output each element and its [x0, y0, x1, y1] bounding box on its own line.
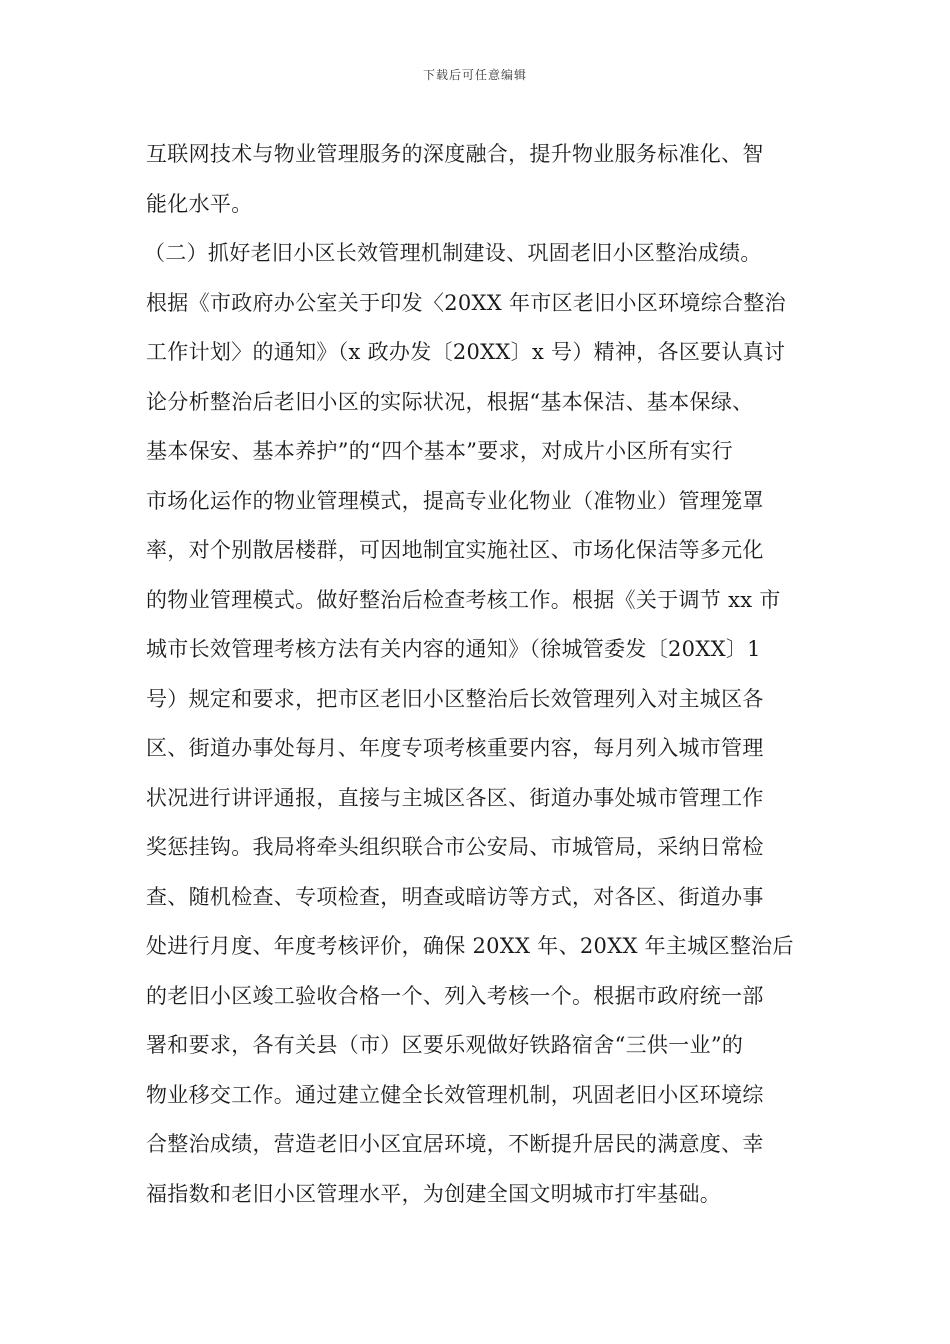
text-line: （二）抓好老旧小区长效管理机制建设、巩固老旧小区整治成绩。 [144, 241, 762, 265]
text-line: 论分析整治后老旧小区的实际状况，根据“基本保洁、基本保绿、 [146, 389, 754, 414]
text-line: 查、随机检查、专项检查，明查或暗访等方式，对各区、街道办事 [146, 884, 764, 909]
text-line: 率，对个别散居楼群，可因地制宜实施社区、市场化保洁等多元化 [146, 538, 764, 562]
text-line: 根据《市政府办公室关于印发〈20XX 年市区老旧小区环境综合整治 [146, 290, 786, 315]
text-line: 号）规定和要求，把市区老旧小区整治后长效管理列入对主城区各 [146, 686, 764, 711]
text-line: 的物业管理模式。做好整治后检查考核工作。根据《关于调节 xx 市 [146, 587, 781, 612]
text-line [146, 1219, 826, 1269]
text-line: 的老旧小区竣工验收合格一个、列入考核一个。根据市政府统一部 [146, 983, 764, 1008]
page-header: 下载后可任意编辑 [422, 68, 527, 82]
text-line: 市场化运作的物业管理模式，提高专业化物业（准物业）管理笼罩 [146, 488, 764, 513]
text-line: 区、街道办事处每月、年度专项考核重要内容，每月列入城市管理 [146, 736, 764, 760]
paragraph [146, 130, 826, 229]
text-line: 城市长效管理考核方法有关内容的通知》（徐城管委发〔20XX〕1 [146, 637, 761, 661]
text-line: 能化水平。 [146, 191, 253, 216]
text-line: 基本保安、基本养护”的“四个基本”要求，对成片小区所有实行 [146, 439, 733, 463]
text-line: 奖惩挂钩。我局将牵头组织联合市公安局、市城管局，采纳日常检 [146, 835, 764, 859]
text-line: 合整治成绩，营造老旧小区宜居环境，不断提升居民的满意度、幸 [146, 1132, 764, 1156]
text-line: 互联网技术与物业管理服务的深度融合，提升物业服务标准化、智 [146, 142, 764, 166]
text-line: 状况进行讲评通报，直接与主城区各区、街道办事处城市管理工作 [146, 785, 764, 810]
text-line: 署和要求，各有关县（市）区要乐观做好铁路宿舍“三供一业”的 [146, 1033, 744, 1057]
document-body [146, 130, 826, 1269]
text-line: 工作计划〉的通知》（x 政办发〔20XX〕x 号）精神，各区要认真讨 [146, 340, 786, 364]
text-line: 物业移交工作。通过建立健全长效管理机制，巩固老旧小区环境综 [146, 1082, 764, 1107]
paragraph [146, 229, 826, 1269]
text-line: 福指数和老旧小区管理水平，为创建全国文明城市打牢基础。 [146, 1181, 722, 1206]
text-line: 处进行月度、年度考核评价，确保 20XX 年、20XX 年主城区整治后 [146, 934, 794, 958]
